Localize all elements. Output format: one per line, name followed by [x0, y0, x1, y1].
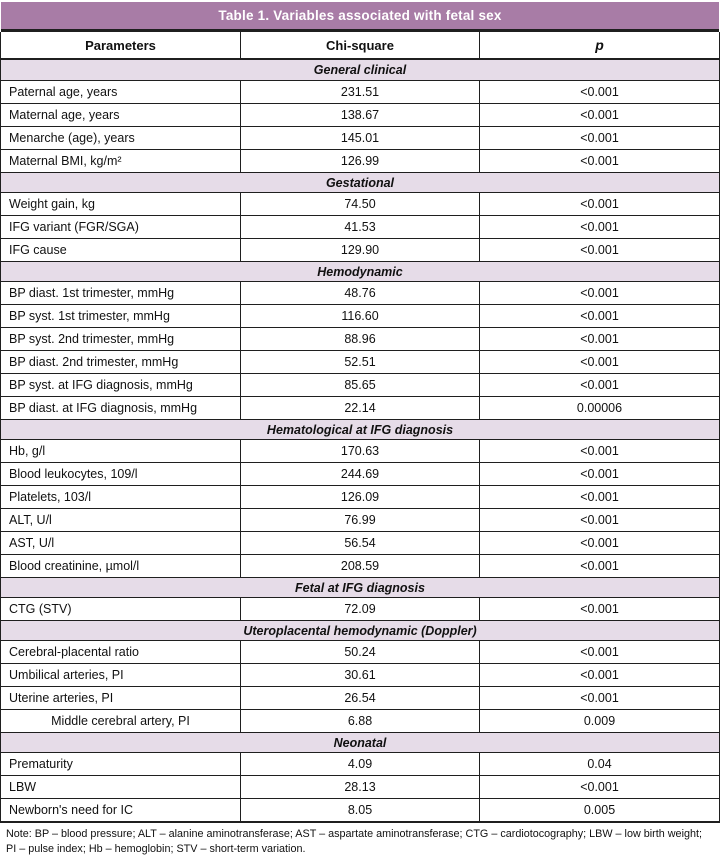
- section-header-row: Uteroplacental hemodynamic (Doppler): [1, 620, 719, 640]
- table-rows: [1, 60, 719, 821]
- p-value-cell: <0.001: [479, 127, 719, 149]
- table-body: [0, 32, 720, 823]
- table-row: [1, 752, 719, 775]
- table-row: [1, 304, 719, 327]
- table-row: [1, 485, 719, 508]
- p-value-cell: <0.001: [479, 776, 719, 798]
- p-value-cell: <0.001: [479, 555, 719, 577]
- table-row: [1, 531, 719, 554]
- table-row: [1, 798, 719, 821]
- column-header-row: [1, 32, 719, 60]
- p-value-cell: <0.001: [479, 150, 719, 172]
- parameter-cell: BP syst. 1st trimester, mmHg: [9, 309, 170, 323]
- chi-square-cell: 129.90: [240, 239, 479, 261]
- table-row: [1, 508, 719, 531]
- parameter-cell: Platelets, 103/l: [9, 490, 91, 504]
- parameter-cell: Menarche (age), years: [9, 131, 135, 145]
- p-value-cell: 0.009: [479, 710, 719, 732]
- p-value-cell: <0.001: [479, 664, 719, 686]
- parameter-cell: LBW: [9, 780, 37, 794]
- table-row: [1, 554, 719, 577]
- column-header-p: p: [479, 32, 719, 58]
- table-row: [1, 149, 719, 172]
- p-value-cell: <0.001: [479, 81, 719, 103]
- p-value-cell: <0.001: [479, 374, 719, 396]
- p-value-cell: <0.001: [479, 328, 719, 350]
- p-value-cell: <0.001: [479, 305, 719, 327]
- p-value-cell: 0.00006: [479, 397, 719, 419]
- table-row: [1, 238, 719, 261]
- chi-square-cell: 76.99: [240, 509, 479, 531]
- table-row: [1, 709, 719, 732]
- section-header-row: Hemodynamic: [1, 261, 719, 281]
- table-row: [1, 103, 719, 126]
- chi-square-cell: 88.96: [240, 328, 479, 350]
- chi-square-cell: 74.50: [240, 193, 479, 215]
- parameter-cell: IFG variant (FGR/SGA): [9, 220, 139, 234]
- parameter-cell: AST, U/l: [9, 536, 55, 550]
- p-value-cell: <0.001: [479, 216, 719, 238]
- p-value-cell: <0.001: [479, 104, 719, 126]
- p-value-cell: <0.001: [479, 351, 719, 373]
- column-header-parameters: Parameters: [85, 37, 156, 53]
- table-row: [1, 663, 719, 686]
- table-row: [1, 350, 719, 373]
- table-row: [1, 281, 719, 304]
- chi-square-cell: 145.01: [240, 127, 479, 149]
- table-row: [1, 640, 719, 663]
- parameter-cell: Blood leukocytes, 109/l: [9, 467, 138, 481]
- chi-square-cell: 126.99: [240, 150, 479, 172]
- parameter-cell: Prematurity: [9, 757, 73, 771]
- chi-square-cell: 52.51: [240, 351, 479, 373]
- parameter-cell: IFG cause: [9, 243, 67, 257]
- section-header-row: Neonatal: [1, 732, 719, 752]
- table-row: [1, 775, 719, 798]
- table-row: [1, 126, 719, 149]
- parameter-cell: Paternal age, years: [9, 85, 118, 99]
- parameter-cell: BP diast. 2nd trimester, mmHg: [9, 355, 179, 369]
- p-value-cell: 0.04: [479, 753, 719, 775]
- p-value-cell: <0.001: [479, 440, 719, 462]
- parameter-cell: Weight gain, kg: [9, 197, 95, 211]
- table-row: [1, 439, 719, 462]
- parameter-cell: BP diast. at IFG diagnosis, mmHg: [9, 401, 198, 415]
- chi-square-cell: 170.63: [240, 440, 479, 462]
- chi-square-cell: 85.65: [240, 374, 479, 396]
- table-row: [1, 597, 719, 620]
- chi-square-cell: 208.59: [240, 555, 479, 577]
- chi-square-cell: 28.13: [240, 776, 479, 798]
- parameter-cell: Maternal age, years: [9, 108, 120, 122]
- table-note: Note: BP – blood pressure; ALT – alanine aminotransferase; AST – aspartate aminotransferase; CTG – cardiotocography; LBW – low birth weight; PI – pulse index; Hb – hemoglobin; STV – short-term variation.: [6, 828, 702, 855]
- table-row: [1, 396, 719, 419]
- p-value-cell: 0.005: [479, 799, 719, 821]
- table-row: [1, 686, 719, 709]
- table-row: [1, 373, 719, 396]
- table-row: [1, 327, 719, 350]
- parameter-cell: BP syst. 2nd trimester, mmHg: [9, 332, 175, 346]
- chi-square-cell: 244.69: [240, 463, 479, 485]
- table-row: [1, 192, 719, 215]
- chi-square-cell: 4.09: [240, 753, 479, 775]
- parameter-cell: BP syst. at IFG diagnosis, mmHg: [9, 378, 193, 392]
- column-header-chi-square: Chi-square: [240, 32, 479, 58]
- section-header-row: Fetal at IFG diagnosis: [1, 577, 719, 597]
- parameter-cell: ALT, U/l: [9, 513, 52, 527]
- parameter-cell: Blood creatinine, µmol/l: [9, 559, 140, 573]
- parameter-cell: Umbilical arteries, PI: [9, 668, 124, 682]
- chi-square-cell: 30.61: [240, 664, 479, 686]
- p-value-cell: <0.001: [479, 598, 719, 620]
- parameter-cell: Cerebral-placental ratio: [9, 645, 139, 659]
- section-header-row: Gestational: [1, 172, 719, 192]
- parameter-cell: Maternal BMI, kg/m²: [9, 154, 122, 168]
- section-header-row: Hematological at IFG diagnosis: [1, 419, 719, 439]
- table-row: [1, 215, 719, 238]
- chi-square-cell: 72.09: [240, 598, 479, 620]
- chi-square-cell: 8.05: [240, 799, 479, 821]
- p-value-cell: <0.001: [479, 532, 719, 554]
- p-value-cell: <0.001: [479, 486, 719, 508]
- p-value-cell: <0.001: [479, 687, 719, 709]
- p-value-cell: <0.001: [479, 282, 719, 304]
- parameter-cell: Newborn's need for IC: [9, 803, 133, 817]
- parameter-cell: Hb, g/l: [9, 444, 46, 458]
- chi-square-cell: 116.60: [240, 305, 479, 327]
- p-value-cell: <0.001: [479, 193, 719, 215]
- p-value-cell: <0.001: [479, 509, 719, 531]
- chi-square-cell: 50.24: [240, 641, 479, 663]
- chi-square-cell: 138.67: [240, 104, 479, 126]
- chi-square-cell: 48.76: [240, 282, 479, 304]
- table-row: [1, 80, 719, 103]
- parameter-cell: Middle cerebral artery, PI: [51, 714, 190, 728]
- parameter-cell: Uterine arteries, PI: [9, 691, 114, 705]
- parameter-cell: CTG (STV): [9, 602, 72, 616]
- chi-square-cell: 56.54: [240, 532, 479, 554]
- chi-square-cell: 26.54: [240, 687, 479, 709]
- section-header-row: General clinical: [1, 60, 719, 80]
- chi-square-cell: 231.51: [240, 81, 479, 103]
- p-value-cell: <0.001: [479, 463, 719, 485]
- p-value-cell: <0.001: [479, 641, 719, 663]
- chi-square-cell: 126.09: [240, 486, 479, 508]
- chi-square-cell: 6.88: [240, 710, 479, 732]
- table-title: Table 1. Variables associated with fetal sex: [1, 2, 719, 32]
- chi-square-cell: 22.14: [240, 397, 479, 419]
- parameter-cell: BP diast. 1st trimester, mmHg: [9, 286, 175, 300]
- chi-square-cell: 41.53: [240, 216, 479, 238]
- p-value-cell: <0.001: [479, 239, 719, 261]
- table-row: [1, 462, 719, 485]
